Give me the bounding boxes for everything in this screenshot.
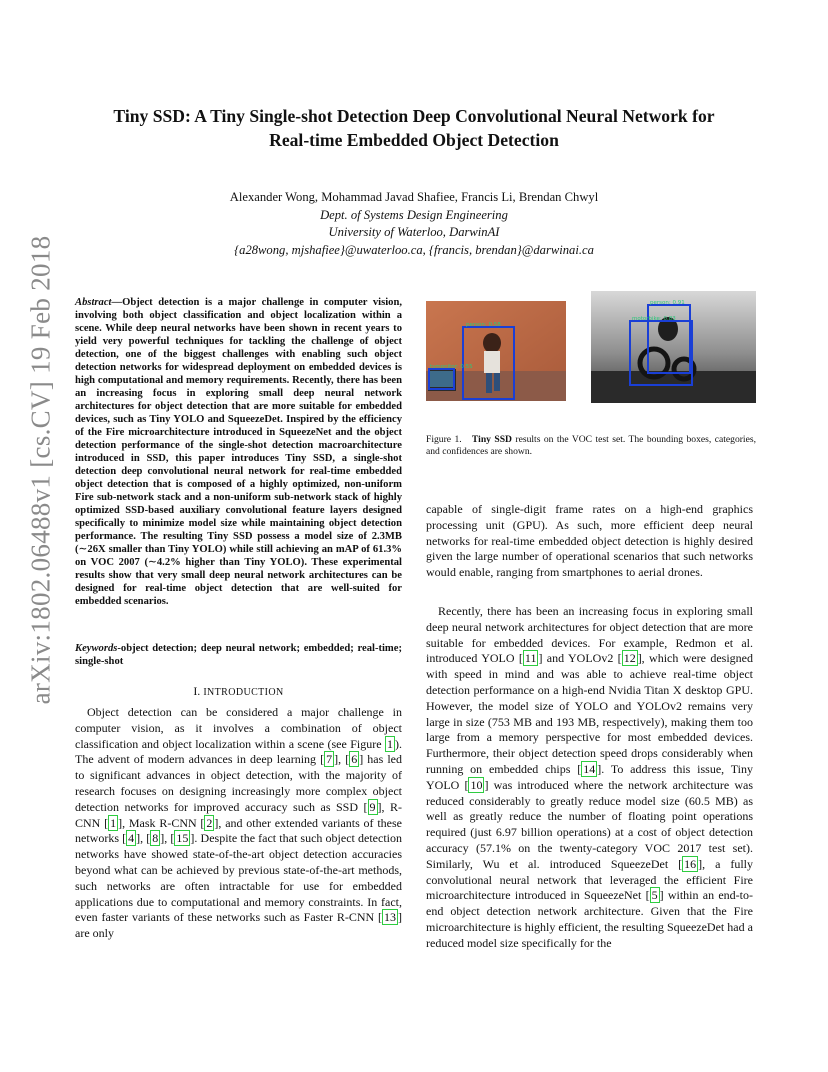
citation-link[interactable]: 10 xyxy=(470,777,483,792)
bbox-label: motorbike: 0.83 xyxy=(632,316,676,322)
right-text: ], which were designed with speed in mind and was able to achieve real-time object detection performance on a high-end Nvidia Titan X desktop GPU. However, the model size of YOLO and YOLOv2 remains very large in size (753 MB and 193 MB, respectively), making them too large from a memory perspective for most embedded devices. Furthermore, their object detection speed drops considerably when running on embedded chips [ xyxy=(426,651,754,776)
intro-text: ). The advent of modern advances in deep learning [ xyxy=(75,736,402,767)
figure-1-image xyxy=(426,291,756,403)
title-line-2: Real-time Embedded Object Detection xyxy=(269,130,559,150)
abstract-label: Abstract xyxy=(75,297,112,308)
citation-link[interactable]: 15 xyxy=(176,831,189,846)
citation-link[interactable]: 4 xyxy=(128,831,135,846)
photo-right xyxy=(591,291,756,403)
author-names: Alexander Wong, Mohammad Javad Shafiee, Francis Li, Brendan Chwyl xyxy=(229,190,599,204)
author-emails: {a28wong, mjshafiee}@uwaterloo.ca, {francis, brendan}@darwinai.ca xyxy=(234,242,594,257)
right-text: ], a fully convolutional neural network that leveraged the efficient Fire microarchitecture introduced in SqueezeNet [ xyxy=(426,856,753,903)
right-text: capable of single-digit frame rates on a high-end graphics processing unit (GPU). As such, more efficient deep neural networks for real-time embedded object detection is highly desired given the large number of operational scenarios that such networks would enable, ranging from smartphones to aerial drones. xyxy=(426,502,753,580)
keywords-text: -object detection; deep neural network; embedded; real-time; single-shot xyxy=(75,643,402,667)
bbox-label: person: 0.91 xyxy=(650,300,685,306)
intro-text: ]. Despite the fact that such object detection networks have showed state-of-the-art object detection accuracies beyond what can be achieved by previous state-of-the-art methods, such networks are often intractable for use for embedded applications due to computational and memory constraints. In fact, even faster variants of these networks such as Faster R-CNN [ xyxy=(75,831,402,925)
figure-caption xyxy=(426,434,756,458)
intro-text: ], [ xyxy=(334,752,350,767)
right-text: ] within an end-to-end object detection network architecture. Given that the Fire microarchitecture is highly efficient, the resulting SqueezeDet had a reduced model size specifically for the xyxy=(426,888,753,950)
section-numeral: I. xyxy=(193,684,201,698)
intro-text: ], and other extended variants of these networks [ xyxy=(75,815,402,846)
citation-link[interactable]: 5 xyxy=(651,888,658,903)
abstract xyxy=(75,296,402,608)
figure-caption-bold: Tiny SSD xyxy=(471,434,512,445)
section-title: INTRODUCTION xyxy=(203,687,284,698)
figure-caption-text: results on the VOC test set. The bounding boxes, categories, and confidences are shown. xyxy=(426,434,756,457)
author-department: Dept. of Systems Design Engineering xyxy=(320,207,508,222)
citation-link[interactable]: 9 xyxy=(369,799,376,814)
citation-link[interactable]: 7 xyxy=(326,752,333,767)
right-text: ] and YOLOv2 [ xyxy=(538,651,622,666)
bbox-label: tvmonitor: 0.55 xyxy=(430,364,473,370)
intro-text: Object detection can be considered a major challenge in computer vision, as it involves a combination of object classification and object localization within a scene (see Figure xyxy=(75,705,402,751)
citation-link[interactable]: 1 xyxy=(110,815,117,830)
intro-text: ], [ xyxy=(136,831,151,846)
citation-link[interactable]: 13 xyxy=(384,910,396,925)
right-text: ]. To address this issue, Tiny YOLO [ xyxy=(426,761,754,792)
intro-text: ] has led to significant advances in object detection, with the majority of research focuses on designing increasingly more complex object detection networks for improved accuracy such as SSD [ xyxy=(75,752,402,814)
citation-link[interactable]: 14 xyxy=(583,761,596,776)
photo-left xyxy=(426,301,566,401)
abstract-text: —Object detection is a major challenge in computer vision, involving both object classification and object localization within a scene. While deep neural networks have been shown in recent years to yield very powerful techniques for tackling the challenge of object detection, one of the biggest challenges with enabling such object detection networks for widespread deployment on embedded devices is high computational and memory requirements. Recently, there has been an increasing focus in exploring small deep neural network architectures for object detection that are more suitable for embedded devices, such as Tiny YOLO and SqueezeDet. Inspired by the efficiency of the Fire microarchitecture introduced in SqueezeNet and the object detection performance of the single-shot detection macroarchitecture introduced in SSD, this paper introduces Tiny SSD, a single-shot detection deep convolutional neural network for real-time embedded object detection that is composed of a highly optimized, non-uniform Fire sub-network stack and a non-uniform sub-network stack of highly optimized SSD-based auxiliary convolutional feature layers designed specifically to minimize model size while maintaining object detection performance. The resulting Tiny SSD possess a model size of 2.3MB (∼26X smaller than Tiny YOLO) while still achieving an mAP of 61.3% on VOC 2007 (∼4.2% higher than Tiny YOLO). These experimental results show that very small deep neural network architectures can be designed for real-time object detection that are well-suited for embedded scenarios. xyxy=(75,297,402,607)
right-text: ] was introduced where the network architecture was reduced considerably to greatly reduce model size (60.5 MB) as well as greatly reduce the number of floating point operations required (just 6.97 billion operations) at a cost of object detection accuracy (57.1% on the twenty-category VOC 2017 test set). Similarly, Wu et al. introduced SqueezeDet [ xyxy=(426,777,753,871)
figure-ref-link[interactable]: 1 xyxy=(387,736,393,751)
arxiv-identifier: arXiv:1802.06488v1 [cs.CV] 19 Feb 2018 xyxy=(25,235,56,705)
title-line-1: Tiny SSD: A Tiny Single-shot Detection Deep Convolutional Neural Network for xyxy=(113,106,715,126)
bbox-label: person: 0.58 xyxy=(466,322,501,328)
citation-link[interactable]: 12 xyxy=(623,651,636,666)
intro-text: ], R-CNN [ xyxy=(75,799,403,830)
section-heading xyxy=(75,684,402,699)
author-block xyxy=(60,189,768,259)
intro-text: ], Mask R-CNN [ xyxy=(118,815,205,830)
author-affiliation: University of Waterloo, DarwinAI xyxy=(328,225,500,239)
paper-title xyxy=(60,104,768,152)
intro-text: ], [ xyxy=(160,831,175,846)
citation-link[interactable]: 2 xyxy=(206,815,213,830)
citation-link[interactable]: 11 xyxy=(524,651,537,666)
citation-link[interactable]: 8 xyxy=(152,831,159,846)
intro-text: ] are only xyxy=(75,910,402,941)
right-text: Recently, there has been an increasing focus in exploring small deep neural network architectures for object detection that are more suitable for embedded devices. For example, Redmon et al. introduced YOLO [ xyxy=(426,604,753,666)
keywords-label: Keywords xyxy=(75,643,118,654)
right-paragraph-2 xyxy=(426,604,753,952)
right-paragraph-1 xyxy=(426,502,753,581)
citation-link[interactable]: 6 xyxy=(351,752,358,767)
intro-paragraph xyxy=(75,705,402,942)
citation-link[interactable]: 16 xyxy=(684,856,697,871)
figure-label: Figure 1. xyxy=(426,434,462,445)
keywords xyxy=(75,642,402,668)
